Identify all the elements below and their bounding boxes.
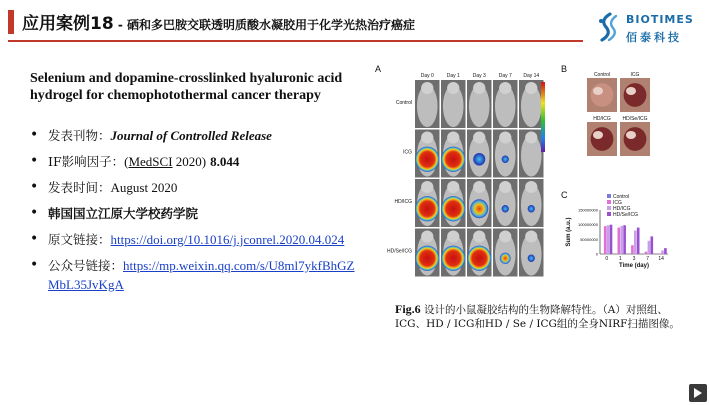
day-label: Day 14 — [523, 73, 540, 79]
y-tick-label: 100000000 — [577, 222, 598, 228]
bar — [618, 228, 621, 254]
biotimes-logo-icon — [596, 12, 622, 42]
date-value: August 2020 — [110, 180, 178, 195]
panel-c-chart — [566, 194, 668, 269]
legend-swatch — [607, 206, 611, 210]
mouse-head — [525, 231, 537, 243]
x-tick-label: 0 — [605, 256, 609, 262]
mouse-head — [447, 82, 459, 94]
colorbar — [541, 82, 545, 152]
nirf-image-grid — [415, 80, 544, 277]
legend-entry: HD/ICG — [613, 206, 631, 212]
slide-title — [22, 9, 415, 34]
biotimes-logo — [596, 10, 706, 44]
fluorescence-spot — [415, 196, 439, 221]
bar — [634, 231, 637, 254]
mouse-head — [525, 181, 537, 193]
day-labels — [421, 73, 540, 79]
tissue-highlight — [593, 131, 603, 139]
fluorescence-spot — [528, 205, 535, 213]
row-label: ICG — [403, 149, 412, 156]
wechat-item — [30, 256, 360, 294]
mouse-head — [499, 132, 511, 144]
figure-6 — [375, 60, 705, 300]
fluorescence-spot — [470, 199, 488, 218]
legend-swatch — [607, 200, 611, 204]
mouse-head — [447, 132, 459, 144]
doi-label: 原文链接： — [48, 232, 111, 247]
mouse-head — [473, 82, 485, 94]
mouse-head — [421, 181, 433, 193]
legend-swatch — [607, 212, 611, 216]
panel-b-label-text: ICG — [630, 72, 640, 78]
logo-text-en: BIOTIMES — [626, 13, 694, 26]
mouse-head — [473, 132, 485, 144]
mouse-head — [473, 231, 485, 243]
fluorescence-spot — [500, 253, 511, 264]
day-label: Day 7 — [498, 73, 512, 79]
bar — [610, 225, 613, 254]
tissue-highlight — [593, 87, 603, 95]
if-label: IF影响因子： — [48, 154, 125, 169]
bar — [631, 245, 634, 254]
bar — [658, 253, 661, 254]
mouse-head — [421, 231, 433, 243]
row-label: HD/Se/ICG — [386, 248, 412, 255]
play-button[interactable] — [689, 384, 707, 402]
mouse-head — [525, 132, 537, 144]
mouse-head — [473, 181, 485, 193]
fluorescence-spot — [441, 147, 465, 172]
wechat-label: 公众号链接： — [48, 258, 124, 273]
y-axis-label: Sum (a.u.) — [566, 217, 572, 247]
article-info-list — [30, 126, 360, 301]
x-tick-label: 3 — [632, 256, 636, 262]
row-label: Control — [395, 100, 412, 106]
logo-text-cn: 佰泰科技 — [626, 31, 682, 44]
bar — [623, 225, 626, 254]
tissue-region — [591, 83, 614, 107]
slide-header — [0, 0, 709, 48]
mouse-head — [447, 181, 459, 193]
tissue-region — [624, 127, 647, 151]
day-label: Day 0 — [420, 73, 434, 79]
figure-caption — [395, 302, 695, 331]
bar — [645, 252, 648, 254]
fluorescence-spot — [441, 196, 465, 221]
journal-item — [30, 126, 360, 145]
panel-a-label: A — [375, 64, 382, 74]
wechat-link[interactable]: https://mp.weixin.qq.com/s/U8ml7ykfBhGZMbL35JvKgA — [48, 258, 355, 292]
institution-item — [30, 204, 360, 223]
bar — [651, 236, 654, 254]
if-source[interactable]: MedSCI — [128, 154, 173, 169]
tissue-highlight — [626, 131, 636, 139]
doi-link[interactable]: https://doi.org/10.1016/j.jconrel.2020.04.024 — [110, 232, 345, 247]
doi-item — [30, 230, 360, 249]
bar — [664, 248, 667, 254]
y-tick-label: 0 — [595, 251, 598, 257]
fluorescence-spot — [473, 153, 485, 166]
legend-entry: ICG — [613, 200, 622, 206]
caption-text: 设计的小鼠凝胶结构的生物降解特性。（A）对照组、ICG、HD / ICG和HD / Se / ICG组的全身NIRF扫描图像。 — [395, 304, 680, 330]
if-item — [30, 152, 360, 171]
panel-b-label-text: HD/Se/ICG — [622, 116, 648, 122]
mouse-head — [499, 231, 511, 243]
panel-b-label: B — [561, 64, 568, 74]
journal-label: 发表刊物： — [48, 128, 111, 143]
legend-entry: Control — [613, 194, 630, 200]
title-subtitle: - 硒和多巴胺交联透明质酸水凝胶用于化学光热治疗癌症 — [113, 18, 416, 32]
row-labels — [387, 100, 412, 255]
fluorescence-spot — [441, 246, 465, 271]
title-rule — [8, 40, 583, 42]
title-main: 应用案例18 — [22, 14, 114, 34]
fluorescence-spot — [415, 246, 439, 271]
tissue-region — [624, 83, 647, 107]
row-label: HD/ICG — [394, 199, 412, 205]
bar — [661, 250, 664, 254]
journal-value: Journal of Controlled Release — [110, 128, 272, 143]
mouse-head — [499, 181, 511, 193]
legend-entry: HD/Se/ICG — [613, 212, 639, 218]
date-label: 发表时间： — [48, 180, 111, 195]
fluorescence-spot — [502, 155, 509, 163]
bar — [607, 225, 610, 254]
x-tick-label: 14 — [658, 256, 664, 262]
if-year: 2020) — [172, 154, 207, 169]
institution: 韩国国立江原大学校药学院 — [48, 206, 199, 221]
tissue-highlight — [626, 87, 636, 95]
x-axis-label: Time (day) — [619, 263, 649, 269]
mouse-head — [525, 82, 537, 94]
mouse-head — [421, 132, 433, 144]
fluorescence-spot — [415, 147, 439, 172]
panel-c-label: C — [561, 190, 568, 200]
fluorescence-spot — [528, 254, 535, 262]
caption-fig-label: Fig.6 — [395, 302, 421, 316]
fluorescence-spot — [467, 246, 491, 271]
panel-b-label-text: HD/ICG — [593, 116, 611, 122]
date-item — [30, 178, 360, 197]
day-label: Day 1 — [446, 73, 460, 79]
bar — [620, 226, 623, 254]
panel-b-label-text: Control — [593, 72, 611, 78]
y-tick-label: 150000000 — [577, 207, 598, 213]
if-source-open: ( — [124, 154, 129, 169]
article-title: Selenium and dopamine-crosslinked hyaluronic acid hydrogel for chemophotothermal cancer therapy — [30, 71, 343, 103]
mouse-head — [421, 82, 433, 94]
mouse-head — [447, 231, 459, 243]
legend-swatch — [607, 194, 611, 198]
panel-b-photos — [587, 72, 650, 156]
title-accent-bar — [8, 10, 14, 34]
bar — [637, 228, 640, 254]
bar — [648, 241, 651, 254]
tissue-region — [591, 127, 614, 151]
fluorescence-spot — [502, 205, 509, 213]
bar — [604, 226, 607, 254]
mouse-head — [499, 82, 511, 94]
x-tick-label: 7 — [646, 256, 649, 262]
day-label: Day 3 — [472, 73, 486, 79]
y-tick-label: 50000000 — [580, 236, 598, 242]
x-tick-label: 1 — [619, 256, 622, 262]
if-value: 8.044 — [210, 154, 240, 169]
